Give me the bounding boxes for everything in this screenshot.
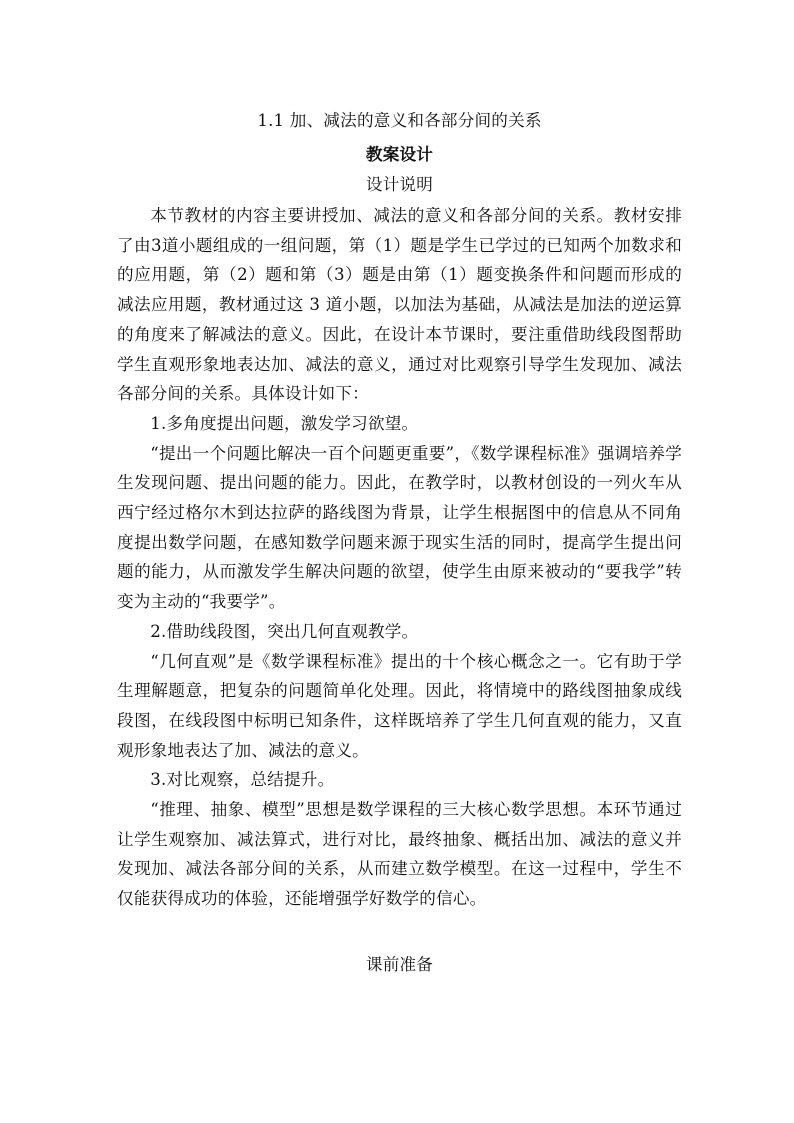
paragraph-point-3: “推理、抽象、模型”思想是数学课程的三大核心数学思想。本环节通过让学生观察加、减法算式，进行对比，最终抽象、概括出加、减法的意义并发现加、减法各部分间的关系，从而建立数学模型。在这一过程中，学生不仅能获得成功的体验，还能增强学好数学的信心。 [117,800,682,909]
final-heading: 课前准备 [365,955,434,974]
paragraph-intro: 本节教材的内容主要讲授加、减法的意义和各部分间的关系。教材安排了由3道小题组成的一组问题，第（1）题是学生已学过的已知两个加数求和的应用题，第（2）题和第（3）题是由第（1）题变换条件和问题而形成的减法应用题，教材通过这 3 道小题，以加法为基础，从减法是加法的逆运算的角度来了解减法的意义。因此，在设计本节课时，要注重借助线段图帮助学生直观形象地表达加、减法的意义，通过对比观察引导学生发现加、减法各部分间的关系。具体设计如下： [117,206,682,404]
point-heading-3: 3.对比观察，总结提升。 [150,770,335,790]
subsection-heading: 设计说明 [365,175,434,194]
paragraph-point-1: “提出一个问题比解决一百个问题更重要”，《数学课程标准》强调培养学生发现问题、提出问题的能力。因此，在教学时，以教材创设的一列火车从西宁经过格尔木到达拉萨的路线图为背景，让学生根据图中的信息从不同角度提出数学问题，在感知数学问题来源于现实生活的同时，提高学生提出问题的能力，从而激发学生解决问题的欲望，使学生由原来被动的“要我学”转变为主动的“我要学”。 [117,443,682,612]
document-title: 1.1 加、减法的意义和各部分间的关系 [257,111,542,130]
body-text [117,201,682,914]
point-heading-1: 1.多角度提出问题，激发学习欲望。 [150,413,419,433]
point-heading-2: 2.借助线段图，突出几何直观教学。 [150,621,419,641]
section-heading: 教案设计 [365,144,434,164]
paragraph-point-2: “几何直观”是《数学课程标准》提出的十个核心概念之一。它有助于学生理解题意，把复杂的问题简单化处理。因此，将情境中的路线图抽象成线段图，在线段图中标明已知条件，这样既培养了学生几何直观的能力，又直观形象地表达了加、减法的意义。 [117,651,682,760]
